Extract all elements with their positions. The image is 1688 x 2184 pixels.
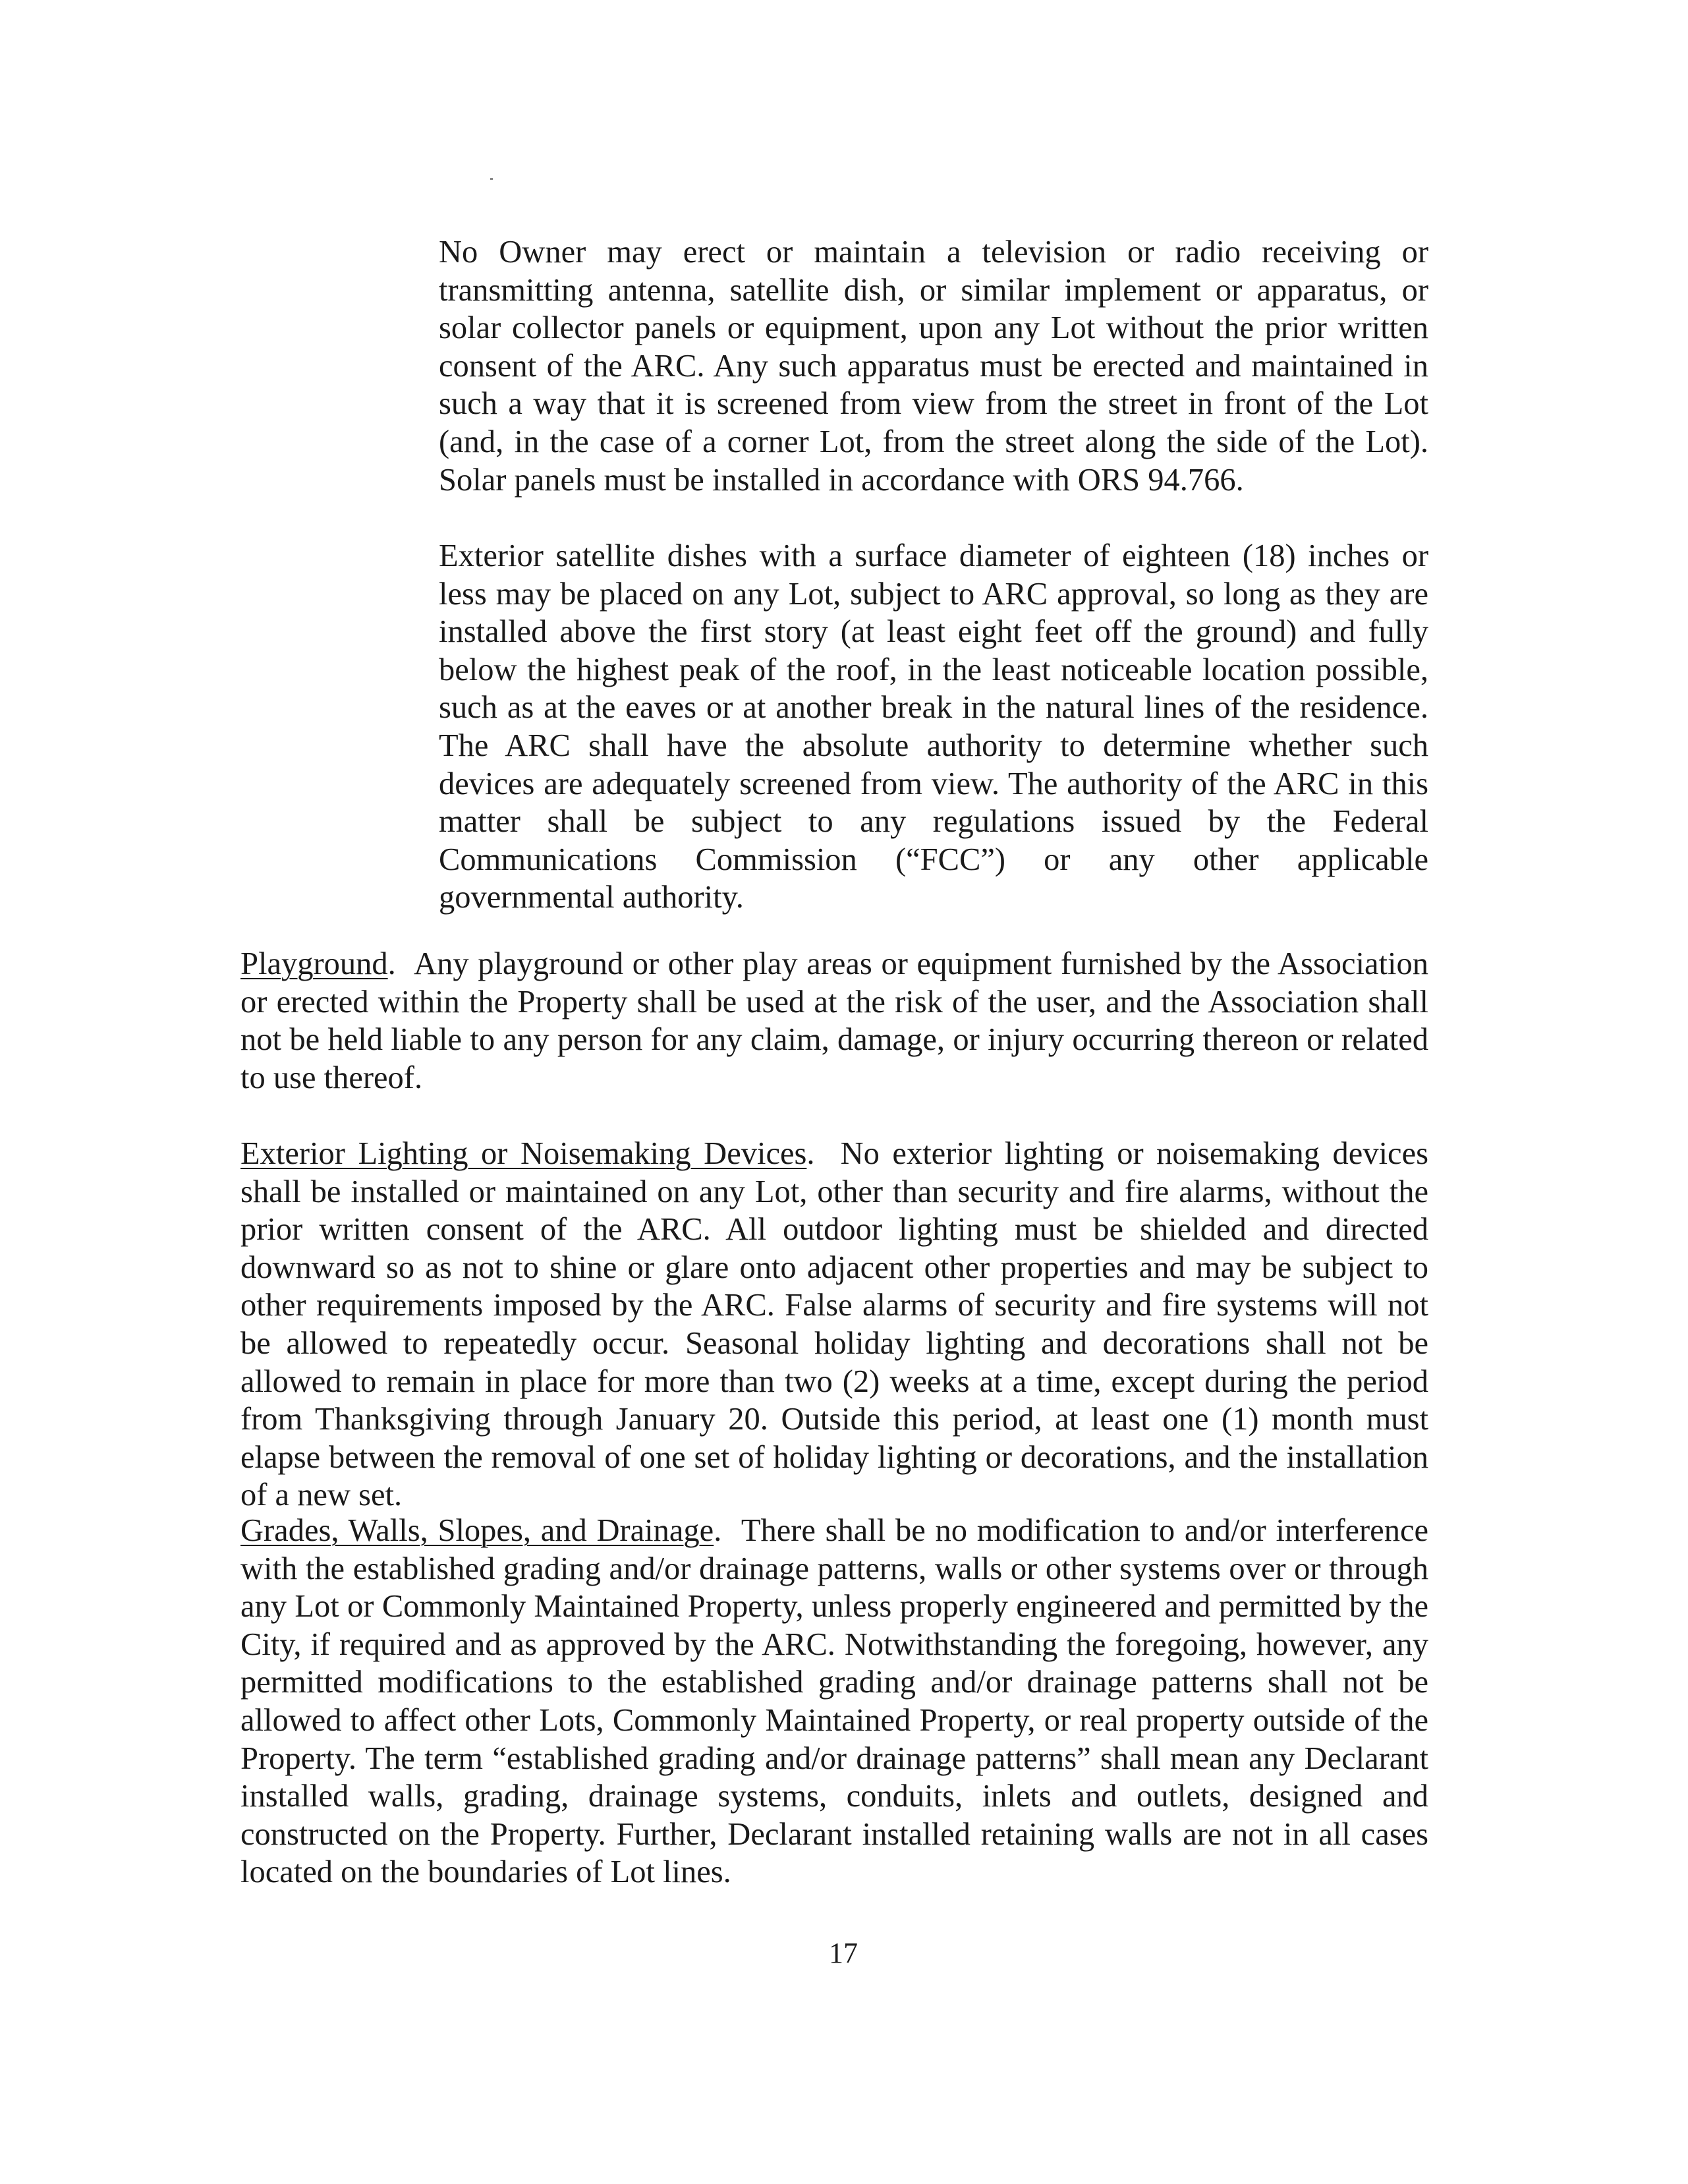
section-heading: Exterior Lighting or Noisemaking Devices: [240, 1136, 807, 1171]
paragraph-satellite-dishes: [439, 537, 1428, 917]
section-body: No exterior lighting or noisemaking devices shall be installed or maintained on any Lot, other than security and fire alarms, without the prior written consent of the ARC. All outdoor lighting must be shielded and directed downward so as not to shine or glare onto adjacent other properties and may be subject to other requirements imposed by the ARC. False alarms of security and fire systems will not be allowed to repeatedly occur. Seasonal holiday lighting and decorations shall not be allowed to remain in place for more than two (2) weeks at a time, except during the period from Thanksgiving through January 20. Outside this period, at least one (1) month must elapse between the removal of one set of holiday lighting or decorations, and the installation of a new set.: [240, 1136, 1428, 1513]
section-body: Any playground or other play areas or equipment furnished by the Association or erected within the Property shall be used at the risk of the user, and the Association shall not be held liable to any person for any claim, damage, or injury occurring thereon or related to use thereof.: [240, 946, 1428, 1095]
paragraph-body: Exterior satellite dishes with a surface diameter of eighteen (18) inches or less may be placed on any Lot, subject to ARC approval, so long as they are installed above the first story (at least eight feet off the ground) and fully below the highest peak of the roof, in the least noticeable location possible, such as at the eaves or at another break in the natural lines of the residence. The ARC shall have the absolute authority to determine whether such devices are adequately screened from view. The authority of the ARC in this matter shall be subject to any regulations issued by the Federal Communications Commission (“FCC”) or any other applicable governmental authority.: [439, 538, 1428, 915]
paragraph-body: No Owner may erect or maintain a television or radio receiving or transmitting antenna, satellite dish, or similar implement or apparatus, or solar collector panels or equipment, upon any Lot without the prior written consent of the ARC. Any such apparatus must be erected and maintained in such a way that it is screened from view from the street in front of the Lot (and, in the case of a corner Lot, from the street along the side of the Lot). Solar panels must be installed in accordance with ORS 94.766.: [439, 235, 1428, 498]
page-number: 17: [829, 1937, 858, 1969]
section-playground: Playground. Any playground or other play areas or equipment furnished by the Association or erected within the Property shall be used at the risk of the user, and the Association shall not be held liable to any person for any claim, damage, or injury occurring thereon or related to use thereof.: [240, 946, 1428, 1095]
section-heading: Playground: [240, 946, 388, 981]
section-grades-walls-drainage: Grades, Walls, Slopes, and Drainage. There shall be no modification to and/or interference with the established grading and/or drainage patterns, walls or other systems over or through any Lot or Commonly Maintained Property, unless properly engineered and permitted by the City, if required and as approved by the ARC. Notwithstanding the foregoing, however, any permitted modifications to the established grading and/or drainage patterns shall not be allowed to affect other Lots, Commonly Maintained Property, or real property outside of the Property. The term “established grading and/or drainage patterns” shall mean any Declarant installed walls, grading, drainage systems, conduits, inlets and outlets, designed and constructed on the Property. Further, Declarant installed retaining walls are not in all cases located on the boundaries of Lot lines.: [240, 1513, 1429, 1890]
paragraph-antenna-restriction: [439, 233, 1428, 499]
section-body: There shall be no modification to and/or interference with the established grading and/or drainage patterns, walls or other systems over or through any Lot or Commonly Maintained Property, unless properly engineered and permitted by the City, if required and as approved by the ARC. Notwithstanding the foregoing, however, any permitted modifications to the established grading and/or drainage patterns shall not be allowed to affect other Lots, Commonly Maintained Property, or real property outside of the Property. The term “established grading and/or drainage patterns” shall mean any Declarant installed walls, grading, drainage systems, conduits, inlets and outlets, designed and constructed on the Property. Further, Declarant installed retaining walls are not in all cases located on the boundaries of Lot lines.: [240, 1513, 1429, 1890]
section-exterior-lighting: Exterior Lighting or Noisemaking Devices. No exterior lighting or noisemaking devices shall be installed or maintained on any Lot, other than security and fire alarms, without the prior written consent of the ARC. All outdoor lighting must be shielded and directed downward so as not to shine or glare onto adjacent other properties and may be subject to other requirements imposed by the ARC. False alarms of security and fire systems will not be allowed to repeatedly occur. Seasonal holiday lighting and decorations shall not be allowed to remain in place for more than two (2) weeks at a time, except during the period from Thanksgiving through January 20. Outside this period, at least one (1) month must elapse between the removal of one set of holiday lighting or decorations, and the installation of a new set.: [240, 1136, 1428, 1513]
section-heading: Grades, Walls, Slopes, and Drainage: [240, 1513, 714, 1548]
scan-speck: [490, 178, 493, 180]
